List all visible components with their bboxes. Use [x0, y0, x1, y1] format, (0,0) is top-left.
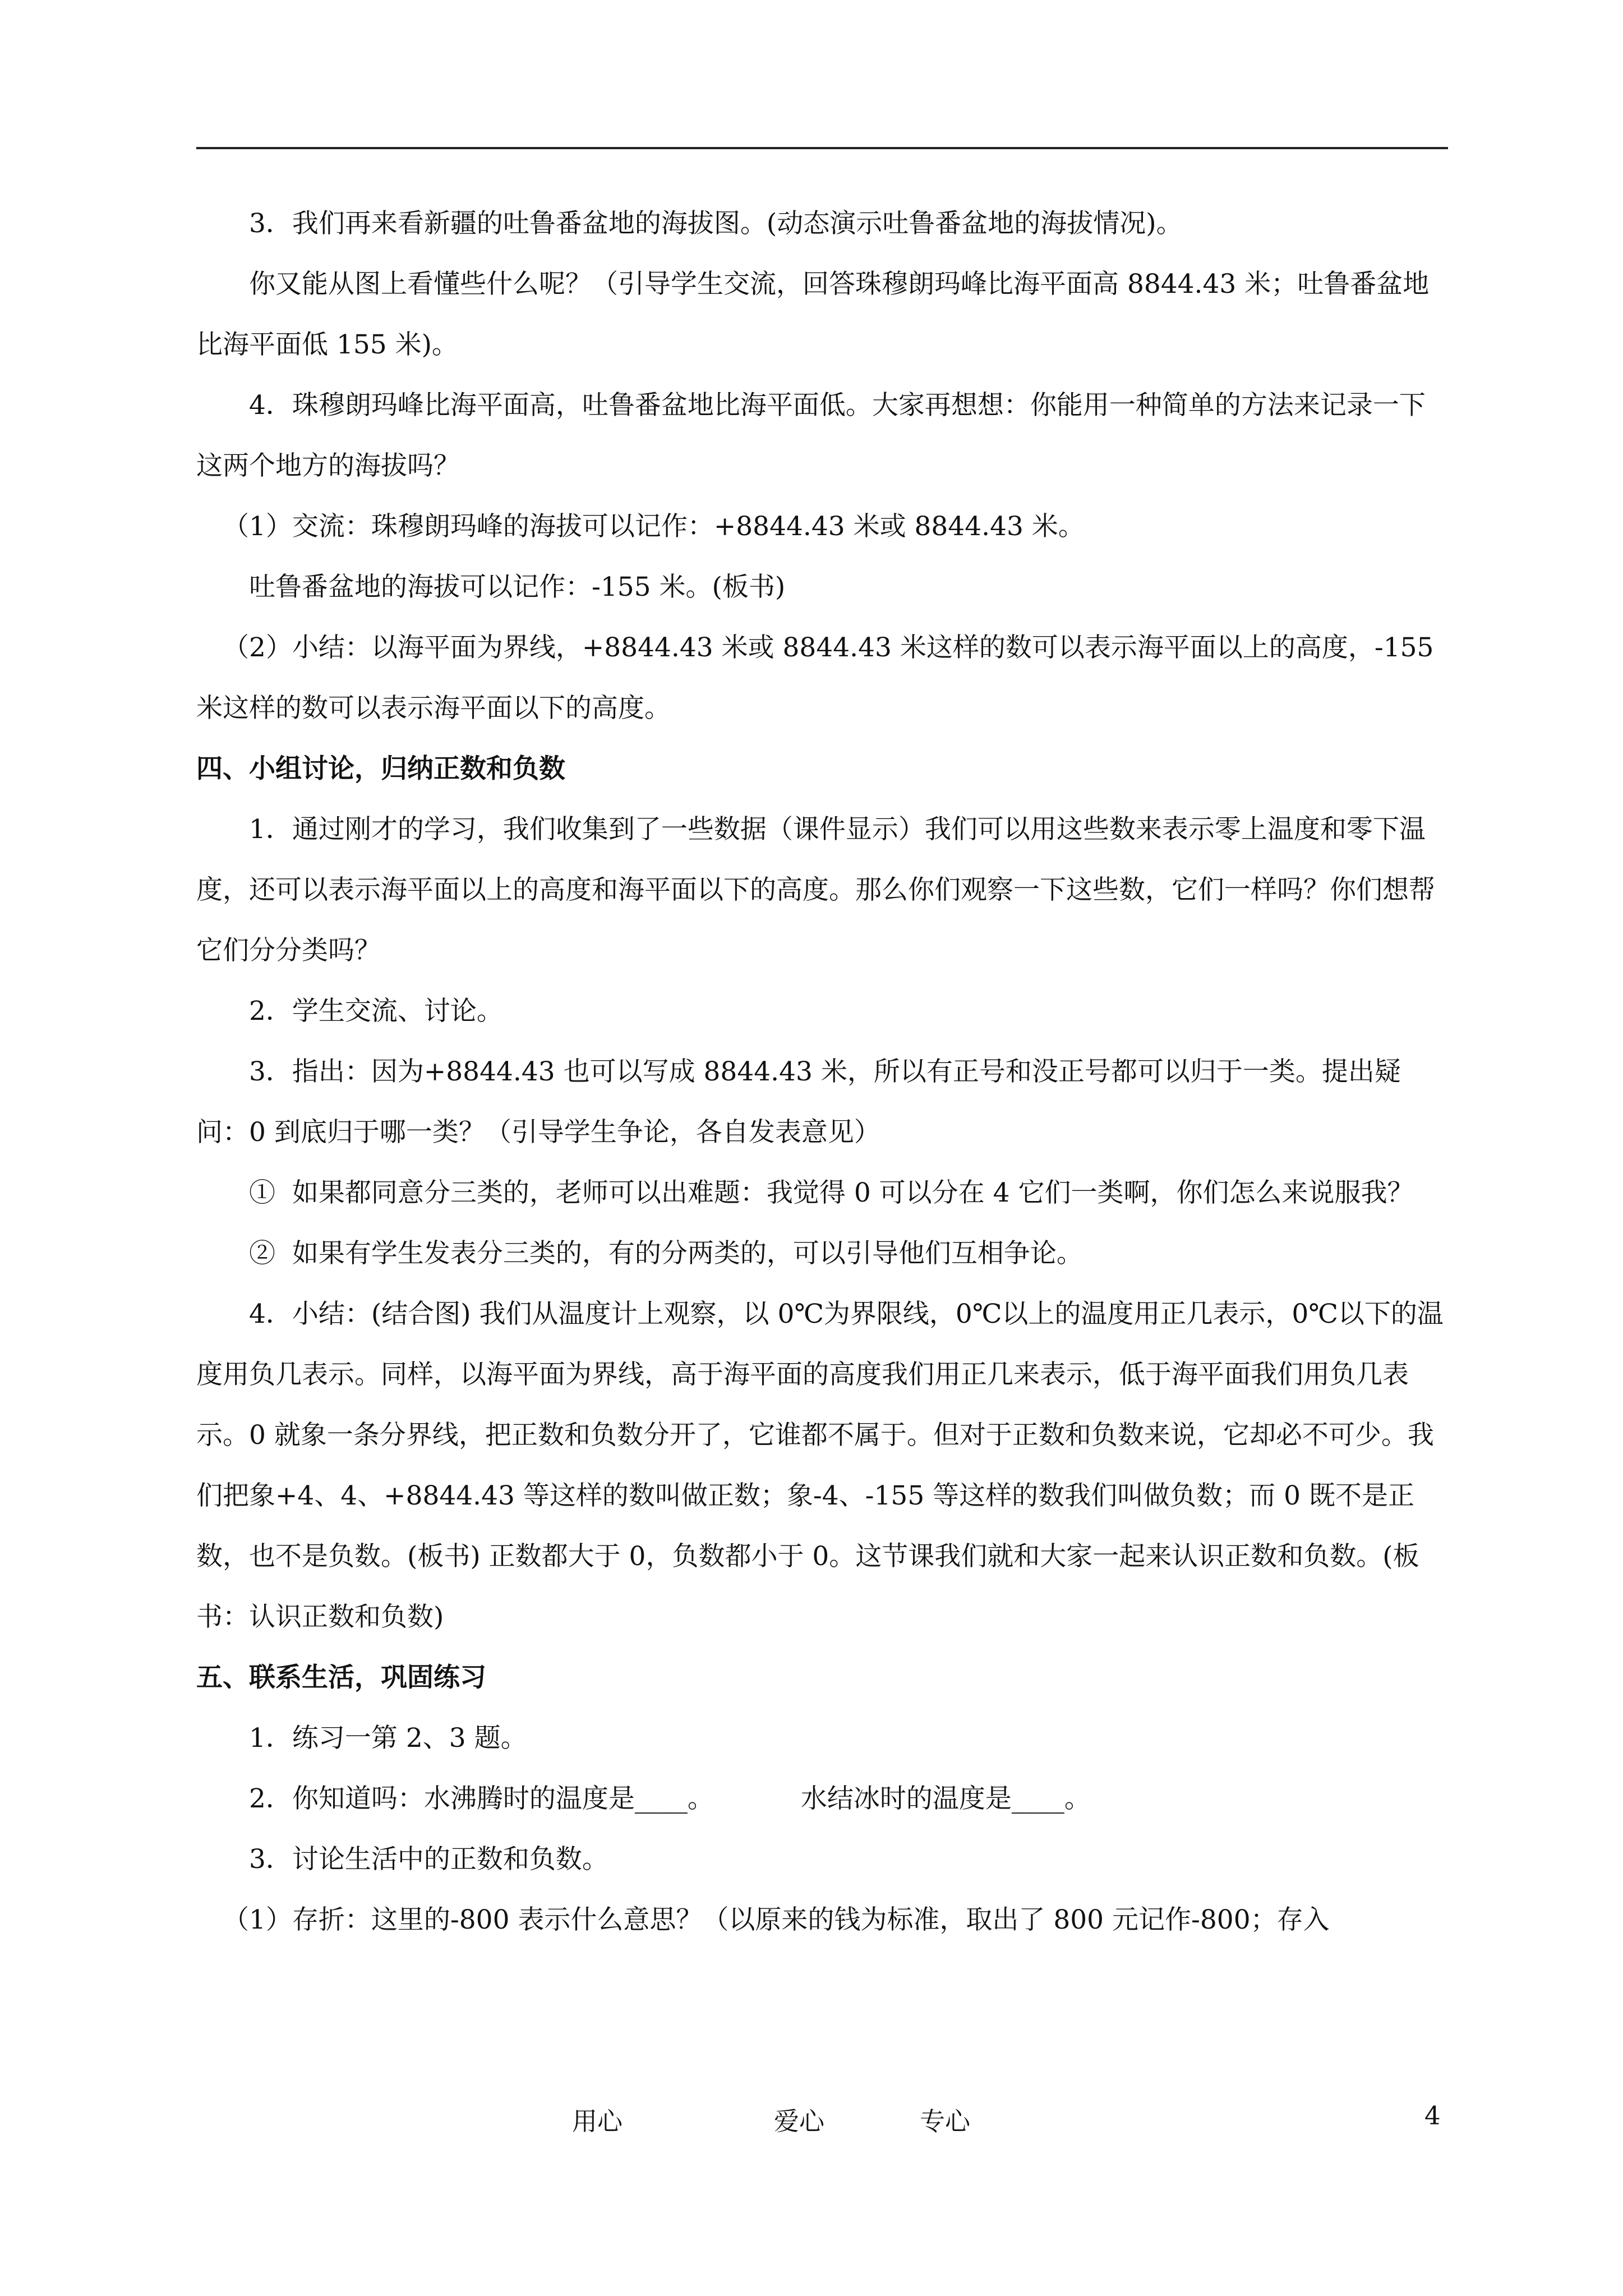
- header-rule: [196, 147, 1448, 149]
- paragraph: 2．学生交流、讨论。: [249, 996, 503, 1027]
- question-2-line: [196, 1769, 1448, 1829]
- paragraph: 你又能从图上看懂些什么呢？（引导学生交流，回答珠穆朗玛峰比海平面高 8844.43 米；吐鲁番盆地比海平面低 155 米)。: [196, 269, 1430, 360]
- paragraph: （1）交流：珠穆朗玛峰的海拔可以记作：+8844.43 米或 8844.43 米。: [223, 511, 1085, 542]
- question-2-right: 水结冰时的温度是____。: [800, 1783, 1091, 1814]
- paragraph: 3．指出：因为+8844.43 也可以写成 8844.43 米，所以有正号和没正号都可以归于一类。提出疑问：0 到底归于哪一类？（引导学生争论，各自发表意见）: [196, 1056, 1401, 1148]
- paragraph: 1．练习一第 2、3 题。: [249, 1723, 527, 1754]
- paragraph: ① 如果都同意分三类的，老师可以出难题：我觉得 0 可以分在 4 它们一类啊，你们怎么来说服我？: [249, 1177, 1414, 1208]
- question-2-left: 2．你知道吗：水沸腾时的温度是____。: [249, 1783, 714, 1814]
- footer-aixin: 爱心: [774, 2106, 825, 2136]
- paragraph: 3．我们再来看新疆的吐鲁番盆地的海拔图。(动态演示吐鲁番盆地的海拔情况)。: [249, 208, 1183, 239]
- paragraph: （2）小结：以海平面为界线，+8844.43 米或 8844.43 米这样的数可以表示海平面以上的高度，-155 米这样的数可以表示海平面以下的高度。: [196, 632, 1442, 724]
- page-number: 4: [1424, 2101, 1441, 2131]
- paragraph: 4．小结：(结合图) 我们从温度计上观察，以 0℃为界限线，0℃以上的温度用正几表示，0℃以下的温度用负几表示。同样，以海平面为界线，高于海平面的高度我们用正几来表示，低于海平面我们用负几表示。0 就象一条分界线，把正数和负数分开了，它谁都不属于。但对于正数和负数来说，它却必不可少。我们把象+4、4、+8844.43 等这样的数叫做正数；象-4、-155 等这样的数我们叫做负数；而 0 既不是正数，也不是负数。(板书) 正数都大于 0，负数都小于 0。这节课我们就和大家一起来认识正数和负数。(板书：认识正数和负数): [196, 1299, 1444, 1632]
- section-heading: 五、联系生活，巩固练习: [196, 1662, 486, 1693]
- section-heading: 四、小组讨论，归纳正数和负数: [196, 753, 565, 784]
- document-body: [196, 194, 1448, 1950]
- page-footer: [0, 2101, 1623, 2134]
- paragraph: 3．讨论生活中的正数和负数。: [249, 1844, 608, 1875]
- paragraph: ② 如果有学生发表分三类的，有的分两类的，可以引导他们互相争论。: [249, 1238, 1083, 1269]
- paragraph: 吐鲁番盆地的海拔可以记作：-155 米。(板书): [249, 572, 786, 602]
- footer-yongxin: 用心: [572, 2106, 623, 2136]
- paragraph: 4．珠穆朗玛峰比海平面高，吐鲁番盆地比海平面低。大家再想想：你能用一种简单的方法来记录一下这两个地方的海拔吗？: [196, 390, 1426, 481]
- paragraph: 1．通过刚才的学习，我们收集到了一些数据（课件显示）我们可以用这些数来表示零上温度和零下温度，还可以表示海平面以上的高度和海平面以下的高度。那么你们观察一下这些数，它们一样吗？你们想帮它们分分类吗？: [196, 814, 1435, 966]
- footer-zhuanxin: 专心: [920, 2106, 971, 2136]
- paragraph: （1）存折：这里的-800 表示什么意思？（以原来的钱为标准，取出了 800 元记作-800；存入: [223, 1904, 1330, 1935]
